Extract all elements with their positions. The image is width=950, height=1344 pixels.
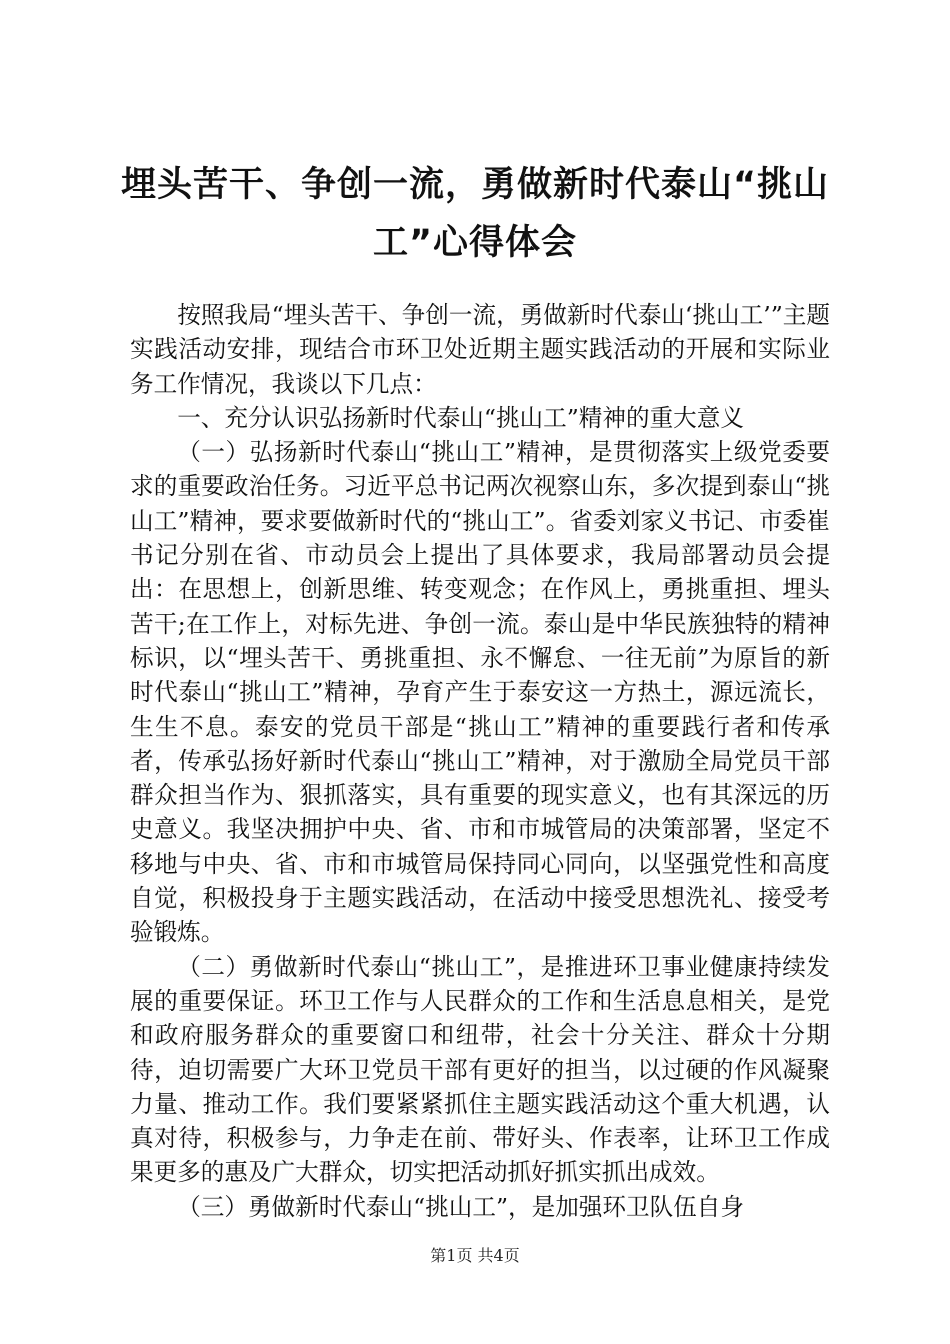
body-paragraph: （三）勇做新时代泰山“挑山工”，是加强环卫队伍自身 — [177, 1192, 744, 1221]
document-title: 埋头苦干、争创一流，勇做新时代泰山“挑山工”心得体会 — [120, 165, 829, 263]
intro-paragraph: 按照我局“埋头苦干、争创一流，勇做新时代泰山‘挑山工’”主题实践活动安排，现结合市环卫处近期主题实践活动的开展和实际业务工作情况，我谈以下几点： — [130, 301, 830, 398]
body-paragraph: （一）弘扬新时代泰山“挑山工”精神，是贯彻落实上级党委要求的重要政治任务。习近平总书记两次视察山东，多次提到泰山“挑山工”精神，要求要做新时代的“挑山工”。省委刘家义书记、市委崔书记分别在省、市动员会上提出了具体要求，我局部署动员会提出：在思想上，创新思维、转变观念；在作风上，勇挑重担、埋头苦干;在工作上，对标先进、争创一流。泰山是中华民族独特的精神标识，以“埋头苦干、勇挑重担、永不懈怠、一往无前”为原旨的新时代泰山“挑山工”精神，孕育产生于泰安这一方热土，源远流长，生生不息。泰安的党员干部是“挑山工”精神的重要践行者和传承者，传承弘扬好新时代泰山“挑山工”精神，对于激励全局党员干部群众担当作为、狠抓落实，具有重要的现实意义，也有其深远的历史意义。我坚决拥护中央、省、市和市城管局的决策部署，坚定不移地与中央、省、市和市城管局保持同心同向，以坚强党性和高度自觉，积极投身于主题实践活动，在活动中接受思想洗礼、接受考验锻炼。 — [130, 438, 830, 947]
document-body — [130, 298, 830, 1224]
body-paragraph: （二）勇做新时代泰山“挑山工”，是推进环卫事业健康持续发展的重要保证。环卫工作与人民群众的工作和生活息息相关，是党和政府服务群众的重要窗口和纽带，社会十分关注、群众十分期待，迫切需要广大环卫党员干部有更好的担当，以过硬的作风凝聚力量、推动工作。我们要紧紧抓住主题实践活动这个重大机遇，认真对待，积极参与，力争走在前、带好头、作表率，让环卫工作成果更多的惠及广大群众，切实把活动抓好抓实抓出成效。 — [130, 952, 830, 1187]
page-footer: 第1页 共4页 — [430, 1246, 520, 1265]
section-heading: 一、充分认识弘扬新时代泰山“挑山工”精神的重大意义 — [177, 403, 744, 432]
